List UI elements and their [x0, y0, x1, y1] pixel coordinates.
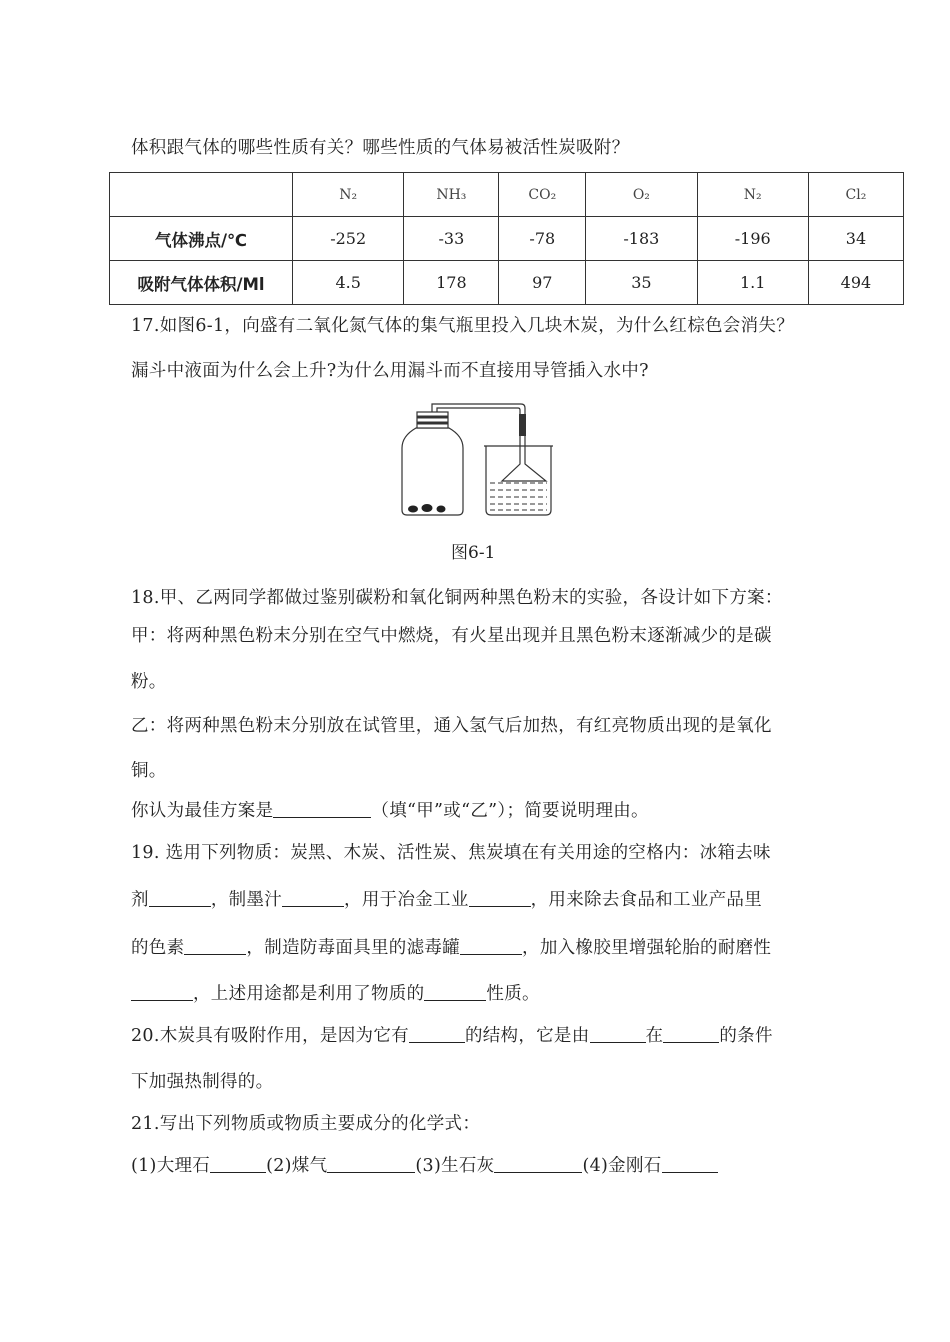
answer-blank[interactable] [149, 889, 211, 908]
answer-blank[interactable] [662, 1155, 718, 1174]
text-segment: ，加入橡胶里增强轮胎的耐磨性 [522, 938, 772, 958]
table-header-cell: O₂ [586, 173, 697, 217]
text-segment: (1)大理石 [131, 1156, 211, 1176]
gas-jar-beaker-diagram [394, 398, 564, 518]
table-header-cell: Cl₂ [808, 173, 903, 217]
table-cell: 4.5 [293, 261, 404, 305]
table-cell: -196 [697, 217, 808, 261]
table-cell: 1.1 [697, 261, 808, 305]
intro-line: 体积跟气体的哪些性质有关？哪些性质的气体易被活性炭吸附？ [131, 138, 630, 158]
answer-blank[interactable] [210, 1155, 266, 1174]
answer-blank[interactable] [460, 937, 522, 956]
q19-line-3 [131, 934, 771, 959]
row-label-adsorbed-volume: 吸附气体体积/Ml [110, 261, 293, 305]
answer-blank[interactable] [590, 1025, 646, 1044]
q18-line-1: 18.甲、乙两同学都做过鉴别碳粉和氧化铜两种黑色粉末的实验，各设计如下方案： [131, 588, 783, 608]
table-header-cell: N₂ [697, 173, 808, 217]
charcoal-pieces [408, 504, 446, 513]
q18-instruction: （填“甲”或“乙”）；简要说明理由。 [371, 801, 649, 821]
q19-line-2 [131, 886, 762, 911]
q21-line-1: 21.写出下列物质或物质主要成分的化学式： [131, 1114, 481, 1134]
q19-line-4 [131, 980, 540, 1005]
table-cell: 494 [808, 261, 903, 305]
table-row [110, 217, 904, 261]
q18-prompt: 你认为最佳方案是 [131, 801, 274, 821]
text-segment: 的色素 [131, 938, 185, 958]
table-cell: -33 [404, 217, 499, 261]
q18-line-5: 铜。 [131, 761, 167, 781]
text-segment: 20.木炭具有吸附作用，是因为它有 [131, 1026, 409, 1046]
text-segment: ，上述用途都是利用了物质的 [193, 984, 425, 1004]
q18-line-2: 甲：将两种黑色粉末分别在空气中燃烧，有火星出现并且黑色粉末逐渐减少的是碳 [131, 626, 772, 646]
answer-blank[interactable] [327, 1155, 415, 1174]
text-segment: (2)煤气 [266, 1156, 328, 1176]
answer-blank[interactable] [424, 983, 486, 1002]
gas-jar [402, 428, 463, 515]
answer-blank[interactable] [131, 983, 193, 1002]
stopper [417, 412, 448, 428]
table-cell: 34 [808, 217, 903, 261]
answer-blank[interactable] [273, 800, 371, 819]
answer-blank[interactable] [494, 1155, 582, 1174]
table-header-cell: CO₂ [499, 173, 586, 217]
answer-blank[interactable] [282, 889, 344, 908]
text-segment: 的条件 [719, 1026, 773, 1046]
text-segment: 性质。 [486, 984, 540, 1004]
table-cell: 97 [499, 261, 586, 305]
text-segment: ，用来除去食品和工业产品里 [530, 890, 763, 910]
answer-blank[interactable] [663, 1025, 719, 1044]
row-label-boiling-point: 气体沸点/℃ [110, 217, 293, 261]
table-cell: -252 [293, 217, 404, 261]
table-header-cell: N₂ [293, 173, 404, 217]
answer-blank[interactable] [469, 889, 531, 908]
table-cell: -183 [586, 217, 697, 261]
gas-adsorption-table [109, 172, 904, 305]
q18-line-4: 乙：将两种黑色粉末分别放在试管里，通入氢气后加热，有红亮物质出现的是氧化 [131, 716, 772, 736]
table-cell: 178 [404, 261, 499, 305]
text-segment: (3)生石灰 [415, 1156, 495, 1176]
q19-line-1: 19. 选用下列物质：炭黑、木炭、活性炭、焦炭填在有关用途的空格内：冰箱去味 [131, 843, 771, 863]
text-segment: (4)金刚石 [582, 1156, 662, 1176]
q17-line-2: 漏斗中液面为什么会上升?为什么用漏斗而不直接用导管插入水中? [131, 361, 649, 381]
q20-line-1 [131, 1022, 773, 1047]
table-corner-cell [110, 173, 293, 217]
q17-line-1: 17.如图6-1，向盛有二氧化氮气体的集气瓶里投入几块木炭，为什么红棕色会消失？ [131, 316, 795, 336]
text-segment: 的结构，它是由 [464, 1026, 590, 1046]
q20-line-2: 下加强热制得的。 [131, 1072, 274, 1092]
table-row [110, 261, 904, 305]
table-cell: 35 [586, 261, 697, 305]
q21-line-2 [131, 1152, 718, 1177]
water [490, 483, 547, 510]
q18-line-6 [131, 797, 649, 822]
table-header-cell: NH₃ [404, 173, 499, 217]
funnel [502, 458, 546, 481]
table-cell: -78 [499, 217, 586, 261]
q18-line-3: 粉。 [131, 672, 167, 692]
table-header-row [110, 173, 904, 217]
answer-blank[interactable] [409, 1025, 465, 1044]
text-segment: 在 [645, 1026, 664, 1046]
text-segment: ，制造防毒面具里的滤毒罐 [246, 938, 461, 958]
text-segment: 剂 [131, 890, 149, 910]
rubber-joint [519, 414, 526, 436]
figure-caption: 图6-1 [451, 543, 496, 563]
answer-blank[interactable] [184, 937, 246, 956]
text-segment: ，制墨汁 [210, 890, 283, 910]
text-segment: ，用于冶金工业 [344, 890, 469, 910]
